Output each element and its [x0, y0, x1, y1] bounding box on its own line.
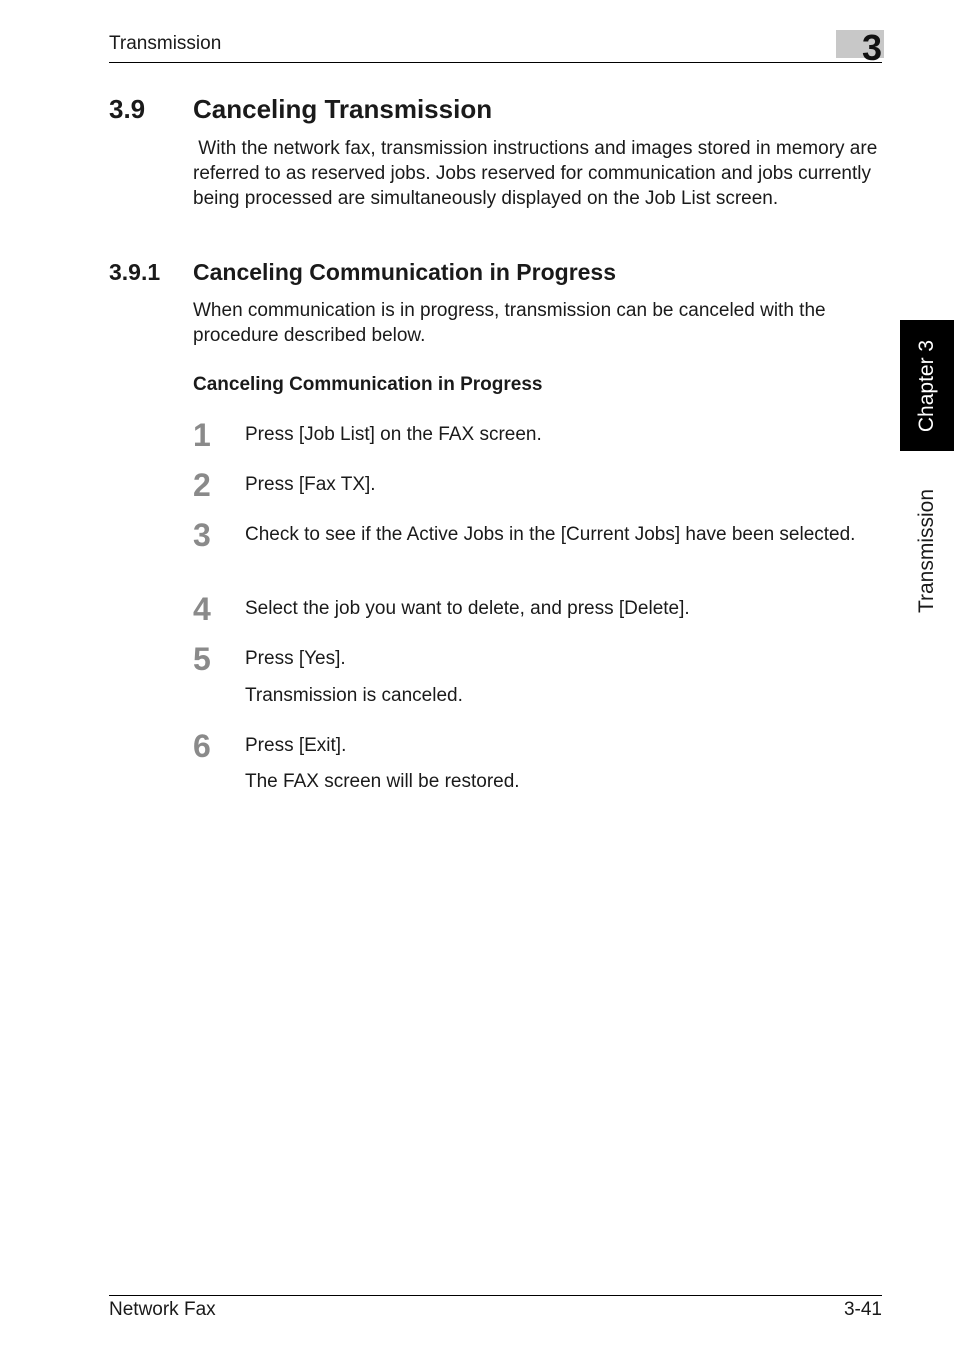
chapter-number-box [836, 27, 884, 68]
step-number: 3 [193, 517, 211, 553]
section-intro: With the network fax, transmission instructions and images stored in memory are referred to as reserved jobs. Jobs reserved for communication and jobs currently being processed are simultaneously displayed on the Job List screen. [193, 138, 883, 209]
step-text: Check to see if the Active Jobs in the [Current Jobs] have been selected. [245, 524, 856, 545]
procedure-heading: Canceling Communication in Progress [193, 374, 543, 395]
step-number: 5 [193, 641, 211, 677]
side-tab-topic [900, 451, 954, 651]
footer-rule [109, 1295, 882, 1296]
step-number: 2 [193, 467, 211, 503]
side-tab-chapter-label: Chapter 3 [915, 339, 938, 432]
subsection-number: 3.9.1 [109, 259, 161, 285]
subsection-intro: When communication is in progress, transmission can be canceled with the procedure described below. [193, 300, 826, 346]
chapter-number: 3 [861, 27, 882, 68]
step-text: Press [Fax TX]. [245, 474, 376, 495]
step-number: 6 [193, 728, 211, 764]
section-title: Canceling Transmission [193, 94, 493, 124]
subsection-title: Canceling Communication in Progress [193, 259, 617, 285]
side-tab-chapter [900, 320, 954, 451]
footer-product-name: Network Fax [109, 1299, 216, 1320]
side-tab-topic-label: Transmission [915, 488, 938, 614]
header-rule [109, 62, 882, 63]
footer-page-number: 3-41 [843, 1299, 882, 1320]
section-number: 3.9 [109, 94, 146, 124]
step-text: Press [Job List] on the FAX screen. [245, 424, 542, 445]
step-text: Press [Exit]. [245, 735, 347, 756]
step-text: Select the job you want to delete, and press [Delete]. [245, 598, 690, 619]
running-header-title: Transmission [109, 33, 222, 54]
step-result: The FAX screen will be restored. [245, 771, 520, 792]
step-result: Transmission is canceled. [245, 685, 463, 706]
step-text: Press [Yes]. [245, 648, 346, 669]
step-number: 4 [193, 591, 211, 627]
step-number: 1 [193, 417, 211, 453]
